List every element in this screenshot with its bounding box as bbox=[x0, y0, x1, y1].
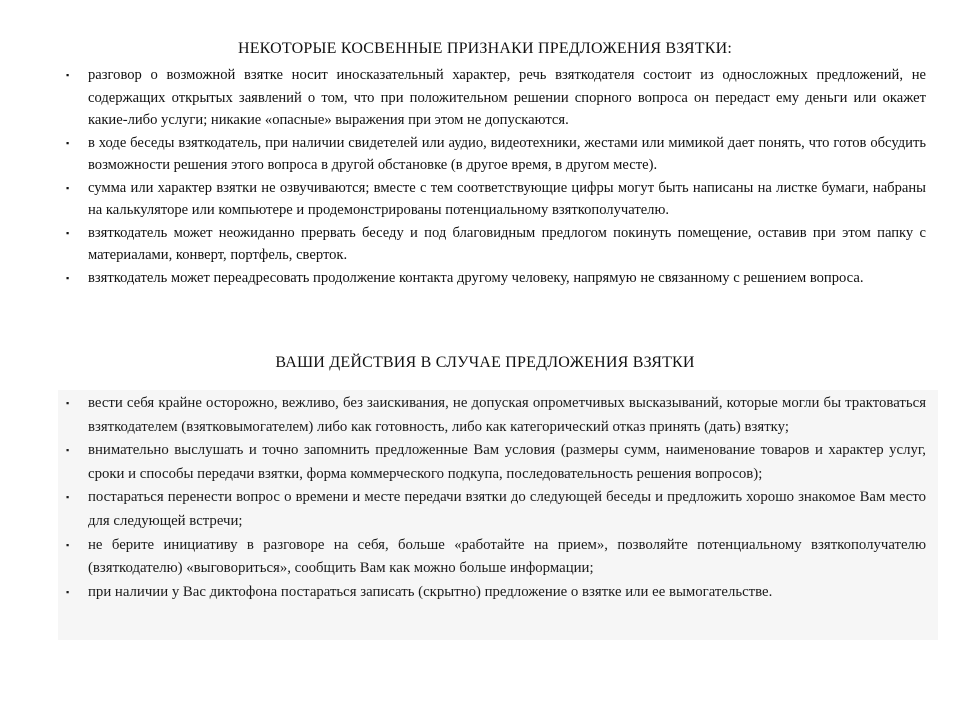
list-item bbox=[66, 486, 926, 533]
your-actions-list bbox=[0, 392, 960, 604]
list-item bbox=[66, 132, 926, 177]
list-item bbox=[66, 177, 926, 222]
list-item-text: сумма или характер взятки не озвучиваются; вместе с тем соответствующие цифры могут быть написаны на листке бумаги, набраны на калькуляторе или компьютере и продемонстрированы потенциальному взяткополучателю. bbox=[88, 179, 926, 218]
list-item bbox=[66, 222, 926, 267]
bullet-icon: ▪ bbox=[66, 539, 70, 550]
list-item-text: внимательно выслушать и точно запомнить предложенные Вам условия (размеры сумм, наименование товаров и характер услуг, сроки и способы передачи взятки, форма коммерческого подкупа, последовательность решения вопросов); bbox=[88, 442, 926, 482]
indirect-signs-section bbox=[0, 38, 960, 289]
list-item-text: при наличии у Вас диктофона постараться записать (скрытно) предложение о взятке или ее вымогательстве. bbox=[88, 583, 773, 600]
your-actions-title: ВАШИ ДЕЙСТВИЯ В СЛУЧАЕ ПРЕДЛОЖЕНИЯ ВЗЯТКИ bbox=[275, 354, 695, 371]
bullet-icon: ▪ bbox=[66, 272, 70, 283]
list-item bbox=[66, 267, 926, 290]
list-item bbox=[66, 439, 926, 486]
list-item-text: взяткодатель может неожиданно прервать беседу и под благовидным предлогом покинуть помещение, оставив при этом папку с материалами, конверт, портфель, сверток. bbox=[88, 224, 926, 263]
list-item-text: не берите инициативу в разговоре на себя, больше «работайте на прием», позволяйте потенциальному взяткополучателю (взяткодателю) «выговориться», сообщить Вам как можно больше информации; bbox=[88, 536, 926, 577]
list-item-text: разговор о возможной взятке носит иносказательный характер, речь взяткодателя состоит из односложных предложений, не содержащих открытых заявлений о том, что при положительном решении спорного вопроса он передаст ему деньги или окажет какие-либо услуги; никакие «опасные» выражения при этом не допускаются. bbox=[88, 67, 926, 128]
list-item-text: в ходе беседы взяткодатель, при наличии свидетелей или аудио, видеотехники, жестами или мимикой дает понять, что готов обсудить возможности решения этого вопроса в другой обстановке (в другое время, в другом месте). bbox=[88, 134, 926, 173]
list-item bbox=[66, 581, 926, 605]
list-item-text: постараться перенести вопрос о времени и месте передачи взятки до следующей беседы и предложить хорошо знакомое Вам место для следующей встречи; bbox=[88, 489, 926, 529]
bullet-icon: ▪ bbox=[66, 445, 70, 456]
indirect-signs-list bbox=[0, 64, 960, 289]
list-item bbox=[66, 64, 926, 132]
bullet-icon: ▪ bbox=[66, 398, 70, 408]
bullet-icon: ▪ bbox=[66, 182, 70, 193]
indirect-signs-title: НЕКОТОРЫЕ КОСВЕННЫЕ ПРИЗНАКИ ПРЕДЛОЖЕНИЯ ВЗЯТКИ: bbox=[237, 40, 733, 57]
list-item-text: взяткодатель может переадресовать продолжение контакта другому человеку, напрямую не связанному с решением вопроса. bbox=[88, 269, 864, 286]
bullet-icon: ▪ bbox=[66, 586, 70, 597]
list-item bbox=[66, 392, 926, 439]
list-item bbox=[66, 534, 926, 581]
bullet-icon: ▪ bbox=[66, 70, 70, 80]
your-actions-section bbox=[0, 352, 960, 604]
list-item-text: вести себя крайне осторожно, вежливо, без заискивания, не допуская опрометчивых высказываний, которые могли бы трактоваться взяткодателем (взятковымогателем) либо как готовность, либо как категорический отказ принять (дать) взятку; bbox=[88, 395, 926, 435]
bullet-icon: ▪ bbox=[66, 137, 70, 148]
bullet-icon: ▪ bbox=[66, 492, 70, 503]
bullet-icon: ▪ bbox=[66, 227, 70, 238]
